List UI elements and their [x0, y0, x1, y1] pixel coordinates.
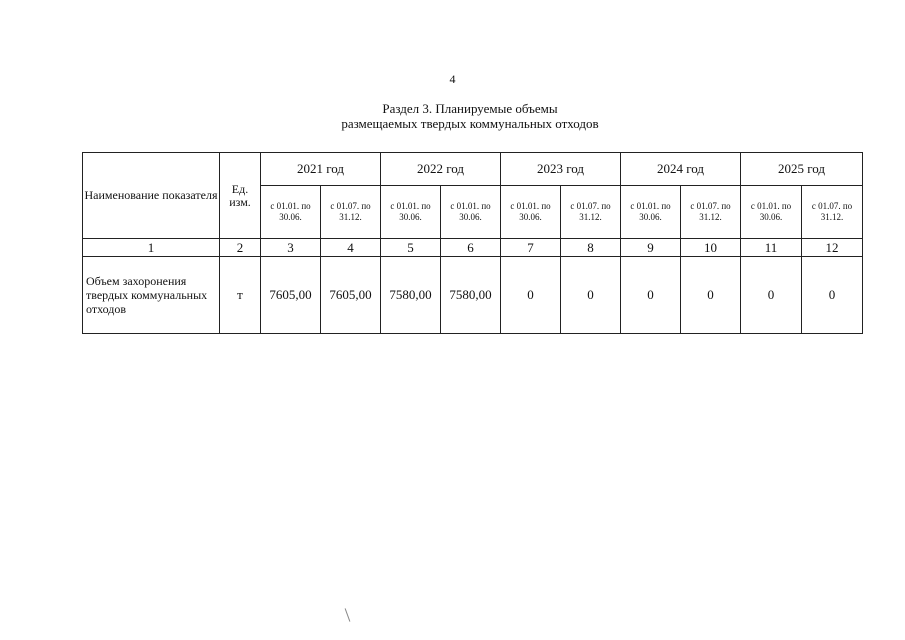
column-number: 3 [261, 239, 321, 257]
header-period: с 01.07. по 31.12. [561, 186, 621, 239]
column-number: 10 [681, 239, 741, 257]
column-number: 11 [741, 239, 802, 257]
row-value: 7580,00 [381, 257, 441, 334]
header-year: 2022 год [381, 153, 501, 186]
column-number: 8 [561, 239, 621, 257]
header-indicator-name: Наименование показателя [83, 153, 220, 239]
row-unit: т [220, 257, 261, 334]
row-indicator-name: Объем захоронения твердых коммунальных отходов [83, 257, 220, 334]
row-value: 0 [802, 257, 863, 334]
page-number: 4 [449, 72, 456, 86]
header-period: с 01.01. по 30.06. [381, 186, 441, 239]
header-year: 2021 год [261, 153, 381, 186]
header-period: с 01.01. по 30.06. [741, 186, 802, 239]
column-number: 9 [621, 239, 681, 257]
row-value: 0 [621, 257, 681, 334]
column-number: 2 [220, 239, 261, 257]
header-year: 2023 год [501, 153, 621, 186]
row-value: 7605,00 [321, 257, 381, 334]
column-number: 6 [441, 239, 501, 257]
header-period: с 01.07. по 31.12. [321, 186, 381, 239]
row-value: 0 [681, 257, 741, 334]
header-period: с 01.07. по 31.12. [681, 186, 741, 239]
scan-mark [345, 608, 351, 621]
column-number: 4 [321, 239, 381, 257]
column-number: 5 [381, 239, 441, 257]
planned-volumes-table [82, 152, 863, 334]
column-number: 1 [83, 239, 220, 257]
column-number-row [83, 239, 863, 257]
header-period: с 01.01. по 30.06. [501, 186, 561, 239]
row-value: 7605,00 [261, 257, 321, 334]
header-period: с 01.01. по 30.06. [261, 186, 321, 239]
header-year: 2025 год [741, 153, 863, 186]
header-period: с 01.01. по 30.06. [441, 186, 501, 239]
section-title [240, 101, 700, 131]
row-value: 0 [561, 257, 621, 334]
row-value: 0 [501, 257, 561, 334]
row-value: 0 [741, 257, 802, 334]
header-unit: Ед. изм. [220, 153, 261, 239]
row-value: 7580,00 [441, 257, 501, 334]
header-period: с 01.07. по 31.12. [802, 186, 863, 239]
section-title-line-1: Раздел 3. Планируемые объемы [382, 101, 558, 116]
column-number: 12 [802, 239, 863, 257]
table-row [83, 257, 863, 334]
column-number: 7 [501, 239, 561, 257]
header-period: с 01.01. по 30.06. [621, 186, 681, 239]
header-year: 2024 год [621, 153, 741, 186]
section-title-line-2: размещаемых твердых коммунальных отходов [341, 116, 599, 131]
